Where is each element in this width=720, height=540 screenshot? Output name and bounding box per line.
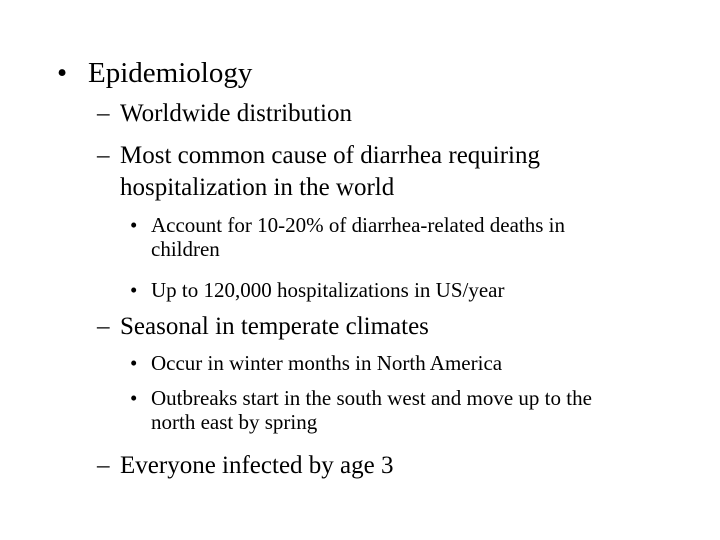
detail-winter	[130, 351, 502, 375]
dash-marker: –	[97, 452, 110, 479]
bullet-marker: •	[130, 213, 138, 237]
detail-text-line-1: Account for 10-20% of diarrhea-related deaths in	[151, 213, 565, 237]
bullet-marker: •	[130, 351, 138, 375]
bullet-marker: •	[130, 386, 138, 410]
dash-marker: –	[97, 313, 110, 340]
subpoint-text: Worldwide distribution	[120, 100, 352, 127]
subpoint-text-line-1: Most common cause of diarrhea requiring	[120, 142, 541, 169]
dash-marker: –	[97, 100, 110, 127]
subpoint-everyone-infected	[97, 450, 394, 482]
heading-bullet-item	[57, 56, 252, 90]
subpoint-seasonal	[97, 311, 429, 343]
detail-text: Up to 120,000 hospitalizations in US/year	[151, 278, 505, 302]
detail-text-line-2: children	[151, 237, 220, 261]
subpoint-text: Seasonal in temperate climates	[120, 313, 429, 340]
subpoint-most-common	[97, 140, 540, 204]
dash-marker: –	[97, 142, 110, 169]
subpoint-text: Everyone infected by age 3	[120, 452, 394, 479]
detail-deaths	[130, 213, 565, 261]
subpoint-worldwide	[97, 98, 352, 130]
detail-text: Occur in winter months in North America	[151, 351, 503, 375]
bullet-marker: •	[130, 278, 138, 302]
heading-text: Epidemiology	[88, 57, 253, 89]
subpoint-text-line-2: hospitalization in the world	[120, 174, 395, 201]
detail-text-line-1: Outbreaks start in the south west and move up to the	[151, 386, 592, 410]
detail-hospitalizations	[130, 278, 504, 302]
detail-text-line-2: north east by spring	[151, 410, 318, 434]
bullet-marker: •	[57, 57, 68, 89]
detail-outbreaks	[130, 386, 592, 434]
